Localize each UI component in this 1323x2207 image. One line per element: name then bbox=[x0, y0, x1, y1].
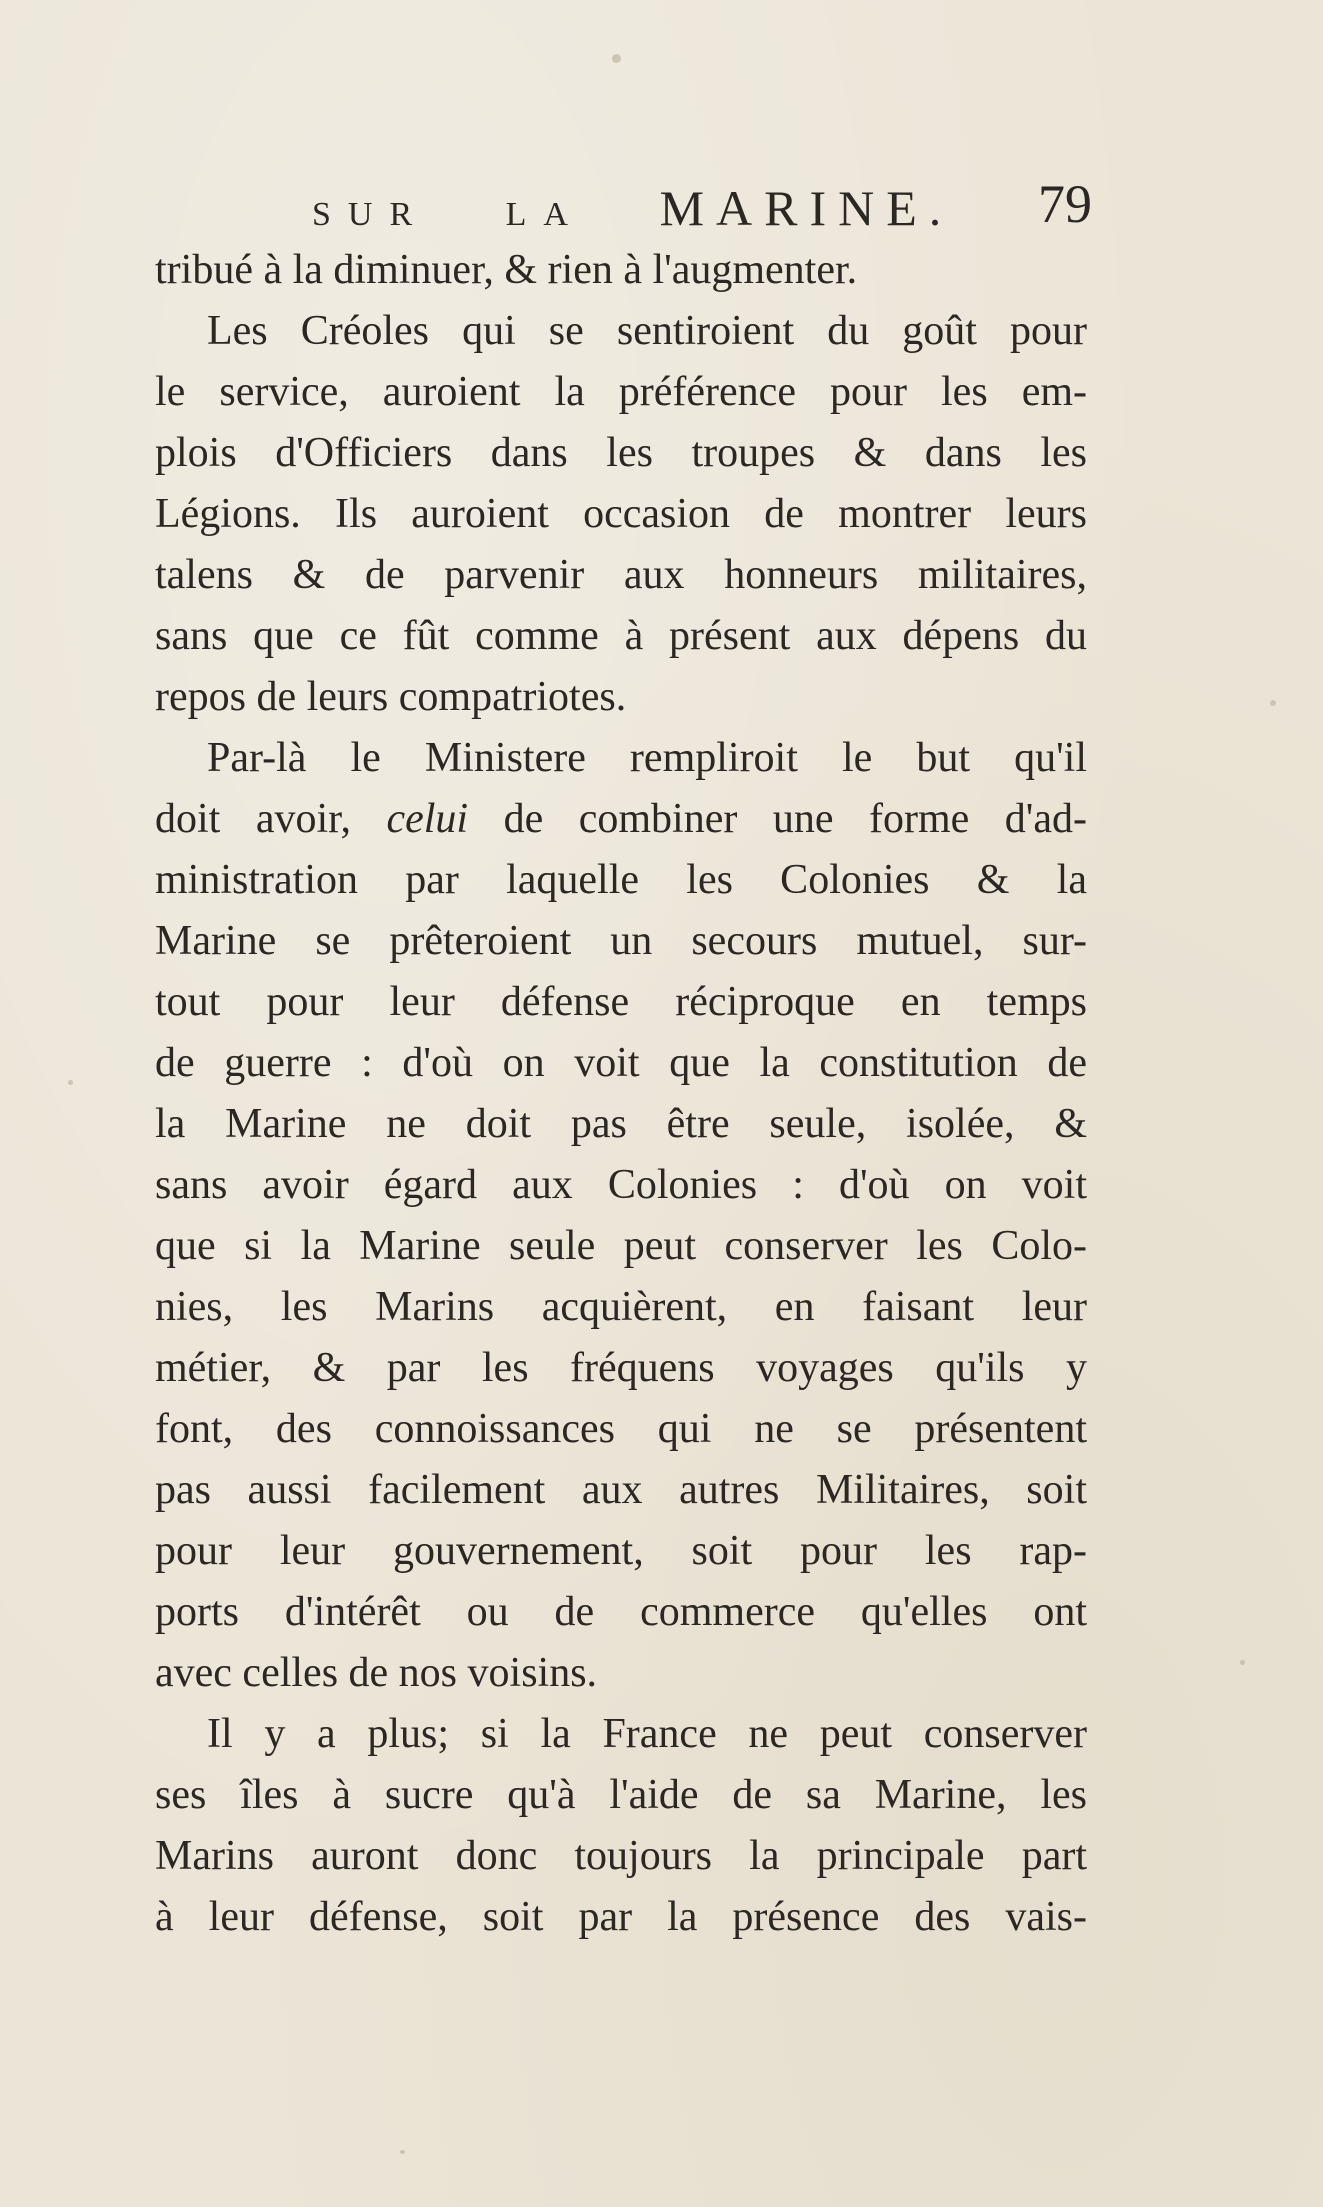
italic-word: celui bbox=[386, 796, 469, 842]
text-line: repos de leurs compatriotes. bbox=[155, 674, 627, 720]
text-line: Légions. Ils auroient occasion de montrer leurs bbox=[155, 491, 1087, 537]
text-line: ses îles à sucre qu'à l'aide de sa Marine, les bbox=[155, 1772, 1087, 1818]
text-line: tribué à la diminuer, & rien à l'augmenter. bbox=[155, 247, 858, 293]
text-line: sans que ce fût comme à présent aux dépens du bbox=[155, 613, 1087, 659]
text-line: Les Créoles qui se sentiroient du goût pour bbox=[207, 308, 1087, 354]
text-line: Par-là le Ministere rempliroit le but qu'il bbox=[207, 735, 1087, 781]
text-line: font, des connoissances qui ne se présentent bbox=[155, 1406, 1087, 1452]
text-line: Marins auront donc toujours la principale part bbox=[155, 1833, 1087, 1879]
body-text bbox=[155, 240, 1087, 1948]
running-head-word: LA bbox=[505, 196, 584, 233]
text-line: pour leur gouvernement, soit pour les rap- bbox=[155, 1528, 1087, 1574]
paper-speck bbox=[1270, 700, 1276, 706]
running-head-word: SUR bbox=[312, 196, 430, 233]
text-line: plois d'Officiers dans les troupes & dans les bbox=[155, 430, 1087, 476]
text-line: de guerre : d'où on voit que la constitution de bbox=[155, 1040, 1087, 1086]
paper-speck bbox=[1240, 1660, 1245, 1665]
text-line: sans avoir égard aux Colonies : d'où on voit bbox=[155, 1162, 1087, 1208]
running-head-word: MARINE. bbox=[659, 180, 954, 236]
running-head bbox=[312, 178, 953, 245]
paper-speck bbox=[68, 1080, 73, 1085]
page-number: 79 bbox=[1038, 174, 1092, 234]
text-line: talens & de parvenir aux honneurs militaires, bbox=[155, 552, 1087, 598]
text-line: métier, & par les fréquens voyages qu'ils y bbox=[155, 1345, 1087, 1391]
text-line: la Marine ne doit pas être seule, isolée, & bbox=[155, 1101, 1087, 1147]
text-line: tout pour leur défense réciproque en temps bbox=[155, 979, 1087, 1025]
paper-speck bbox=[612, 54, 621, 63]
text-line: ministration par laquelle les Colonies & la bbox=[155, 857, 1087, 903]
text-line: le service, auroient la préférence pour les em- bbox=[155, 369, 1087, 415]
text-line: ports d'intérêt ou de commerce qu'elles ont bbox=[155, 1589, 1087, 1635]
text-line: à leur défense, soit par la présence des vais- bbox=[155, 1894, 1087, 1940]
text-line: Il y a plus; si la France ne peut conserver bbox=[207, 1711, 1087, 1757]
text-line: doit avoir, celui de combiner une forme d'ad- bbox=[155, 796, 1087, 842]
text-line: que si la Marine seule peut conserver les Colo- bbox=[155, 1223, 1087, 1269]
text-line: nies, les Marins acquièrent, en faisant leur bbox=[155, 1284, 1087, 1330]
page-header bbox=[312, 174, 1092, 238]
text-line: Marine se prêteroient un secours mutuel, sur- bbox=[155, 918, 1087, 964]
text-line: pas aussi facilement aux autres Militaires, soit bbox=[155, 1467, 1087, 1513]
text-line: avec celles de nos voisins. bbox=[155, 1650, 598, 1696]
paper-speck bbox=[400, 2150, 405, 2154]
